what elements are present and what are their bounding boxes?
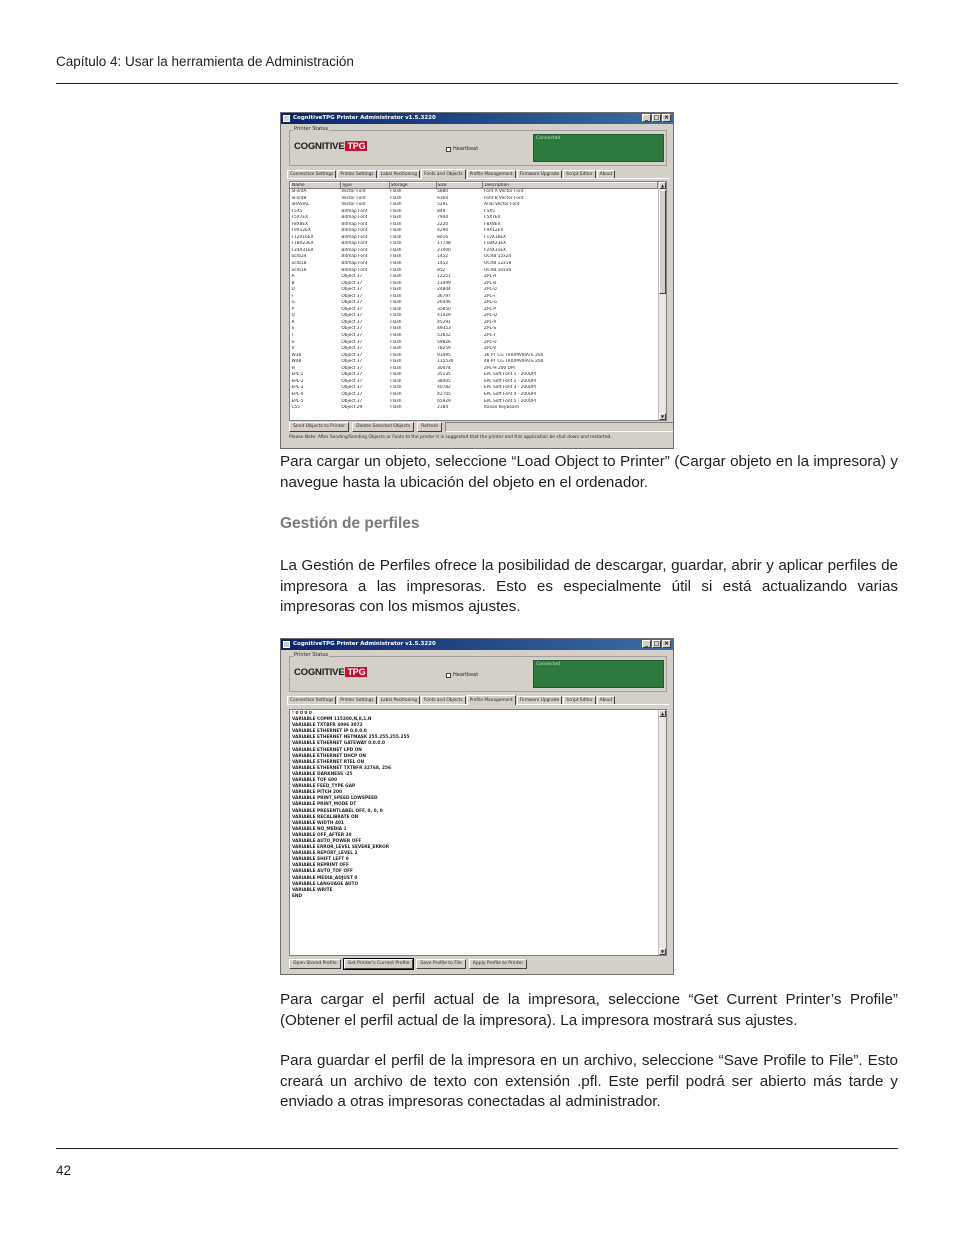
- tab-firmware-upgrade[interactable]: Firmware Upgrade: [517, 170, 562, 178]
- table-cell: OCRB 15x24: [483, 254, 512, 260]
- connection-status-panel: Connected: [533, 134, 664, 162]
- tab-label-positioning[interactable]: Label Positioning: [378, 696, 420, 704]
- table-cell: F8X8EX: [291, 221, 309, 227]
- scroll-thumb[interactable]: [659, 190, 666, 294]
- table-cell: Flash: [390, 339, 402, 345]
- table-cell: 1452: [437, 254, 449, 260]
- table-cell: Font B Vector Font: [483, 195, 524, 201]
- cognitivetpg-logo: COGNITIVE TPG: [294, 667, 366, 678]
- profile-line: VARIABLE PRINT_SPEED LOWSPEED: [292, 796, 378, 802]
- close-icon[interactable]: ×: [663, 114, 670, 121]
- profile-scrollbar[interactable]: [658, 710, 666, 955]
- maximize-icon[interactable]: □: [653, 114, 660, 121]
- close-icon[interactable]: ×: [663, 640, 670, 647]
- table-cell: Flash: [390, 241, 402, 247]
- header-rule: [56, 83, 898, 84]
- profile-line: VARIABLE FEED_TYPE GAP: [292, 784, 356, 790]
- column-header[interactable]: Description: [483, 183, 658, 189]
- table-cell: Flash: [390, 202, 402, 208]
- tab-profile-management[interactable]: Profile Management: [467, 170, 516, 178]
- table-cell: Flash: [390, 313, 402, 319]
- scroll-down-icon[interactable]: ▼: [660, 949, 665, 954]
- table-cell: W36: [291, 352, 302, 358]
- profile-line: END: [292, 893, 303, 899]
- table-cell: 78259: [437, 346, 451, 352]
- table-cell: 6364: [437, 195, 449, 201]
- tab-printer-settings[interactable]: Printer Settings: [337, 696, 376, 704]
- tab-label-positioning[interactable]: Label Positioning: [378, 170, 420, 178]
- profile-line: VARIABLE TXTBFR 4096 3072: [292, 723, 363, 729]
- save-profile-button[interactable]: Save Profile to File: [416, 959, 465, 969]
- table-cell: Object 37: [341, 326, 363, 332]
- table-cell: 38405: [437, 378, 451, 384]
- profile-line: VARIABLE ETHERNET LPD ON: [292, 747, 362, 753]
- table-cell: 5880: [437, 189, 449, 194]
- table-cell: Arial Vector Font: [483, 202, 520, 208]
- table-cell: Flash: [390, 234, 402, 240]
- table-cell: 42705: [437, 391, 451, 397]
- table-cell: aFontB: [291, 195, 307, 201]
- table-cell: Vector Font: [341, 189, 366, 194]
- paragraph-get-profile: Para cargar el perfil actual de la impresora, seleccione “Get Current Printer’s Profile” (Obtener el perfil actual de la impresora). La impresora mostrará sus ajustes.: [280, 991, 898, 1029]
- table-cell: ZPL-S: [483, 326, 497, 332]
- profile-line: VARIABLE OFF_AFTER 30: [292, 832, 352, 838]
- table-cell: Object 37: [341, 280, 363, 286]
- table-cell: ZPL-U: [483, 339, 497, 345]
- table-cell: 17748: [437, 241, 451, 247]
- table-cell: Flash: [390, 405, 402, 411]
- table-cell: Flash: [390, 221, 402, 227]
- table-cell: 852: [437, 267, 446, 273]
- profile-line: VARIABLE ETHERNET TXTBFR 32768, 256: [292, 765, 391, 771]
- scroll-up-icon[interactable]: ▲: [660, 711, 665, 716]
- tab-script-editor[interactable]: Script Editor: [563, 170, 596, 178]
- table-cell: 24844: [437, 287, 451, 293]
- table-cell: Object 37: [341, 352, 363, 358]
- table-cell: 2184: [437, 405, 449, 411]
- table-cell: P: [291, 306, 295, 312]
- table-cell: 49353: [437, 326, 451, 332]
- table-cell: Flash: [390, 293, 402, 299]
- table-cell: Bitmap Font: [341, 228, 368, 234]
- table-cell: Object 37: [341, 372, 363, 378]
- table-cell: 13499: [437, 280, 451, 286]
- table-cell: ocrb24: [291, 254, 307, 260]
- chapter-header: Capítulo 4: Usar la herramienta de Administración: [56, 54, 354, 69]
- table-cell: EPL-2: [291, 378, 304, 384]
- profile-line: VARIABLE ERROR_LEVEL SEVERE_ERROR: [292, 845, 390, 851]
- table-cell: ocrb18: [291, 261, 307, 267]
- table-cell: F12X16EX: [483, 234, 506, 240]
- table-cell: Flash: [390, 346, 402, 352]
- table-cell: Flash: [390, 195, 402, 201]
- checkbox-icon[interactable]: [446, 147, 451, 152]
- table-cell: 65929: [437, 398, 451, 404]
- table-cell: 36797: [437, 293, 451, 299]
- profile-button-row: [289, 959, 527, 969]
- table-cell: Flash: [390, 215, 402, 221]
- window-title: CognitiveTPG Printer Administrator v1.5.3220: [293, 641, 436, 647]
- minimize-icon[interactable]: _: [642, 640, 651, 648]
- table-cell: Flash: [390, 333, 402, 339]
- profile-line: VARIABLE SHIFT LEFT 0: [292, 857, 349, 863]
- table-cell: Flash: [390, 280, 402, 286]
- table-cell: S: [291, 326, 295, 332]
- table-cell: B: [291, 280, 295, 286]
- scroll-down-icon[interactable]: ▼: [660, 414, 665, 419]
- profile-text: [292, 711, 656, 955]
- table-cell: Bitmap Font: [341, 247, 368, 253]
- table-cell: F24X31EX: [483, 247, 506, 253]
- refresh-button[interactable]: Refresh: [417, 422, 442, 432]
- table-cell: Bitmap Font: [341, 215, 368, 221]
- heartbeat-checkbox[interactable]: Heartbeat: [446, 146, 478, 152]
- table-cell: EPL-3: [291, 385, 304, 391]
- table-cell: ZPL-V: [483, 346, 497, 352]
- profile-line: VARIABLE AUTO_POWER OFF: [292, 838, 362, 844]
- table-row[interactable]: [291, 189, 658, 196]
- paragraph-load-object: Para cargar un objeto, seleccione “Load Object to Printer” (Cargar objeto en la impresora) y navegue hasta la ubicación del objeto en el ordenador.: [280, 453, 898, 491]
- profile-line: VARIABLE PITCH 200: [292, 790, 342, 796]
- profile-line: VARIABLE ETHERNET NETMASK 255.255.255.255: [292, 735, 410, 741]
- tab-strip: [287, 169, 669, 179]
- tab-fonts-and-objects[interactable]: Fonts and Objects: [421, 169, 466, 179]
- table-cell: 5291: [437, 202, 449, 208]
- title-bar: [281, 639, 673, 650]
- open-stored-profile-button[interactable]: Open Stored Profile: [289, 959, 341, 969]
- table-cell: Flash: [390, 326, 402, 332]
- table-cell: F24X31EX: [291, 247, 314, 253]
- table-cell: Bitmap Font: [341, 208, 368, 214]
- restart-note: Please Note: After Sending/Sending Objects or Fonts to the printer it is suggested that the printer and this application be shut down and restarted.: [289, 435, 612, 440]
- column-header[interactable]: Name: [291, 183, 341, 189]
- table-cell: U: [291, 339, 295, 345]
- table-cell: ZPL-A: [483, 274, 497, 280]
- table-cell: 27000: [437, 247, 451, 253]
- table-cell: F9X12EX: [291, 228, 311, 234]
- objects-table: [290, 182, 658, 412]
- table-cell: ZPL-F: [483, 293, 496, 299]
- table-cell: F18X23EX: [483, 241, 506, 247]
- checkbox-icon[interactable]: [446, 673, 451, 678]
- get-current-profile-button[interactable]: Get Printer's Current Profile: [344, 959, 414, 969]
- table-cell: 4290: [437, 228, 449, 234]
- profile-line: VARIABLE TOF 600: [292, 778, 338, 784]
- table-cell: W48: [291, 359, 302, 365]
- table-cell: 2220: [437, 221, 449, 227]
- table-cell: ZPL-R: [483, 319, 497, 325]
- fonts-objects-window: [280, 112, 674, 449]
- profile-line: VARIABLE ETHERNET IP 0.0.0.0: [292, 729, 367, 735]
- table-cell: Flash: [390, 359, 402, 365]
- profile-line: ! 0 0 0 0: [292, 711, 312, 716]
- table-cell: 40782: [437, 385, 451, 391]
- table-cell: Object 37: [341, 346, 363, 352]
- table-cell: G: [291, 300, 295, 306]
- profile-management-window: [280, 638, 674, 975]
- table-cell: F5X7EX: [291, 215, 309, 221]
- table-cell: Flash: [390, 208, 402, 214]
- table-cell: F9X12EX: [483, 228, 504, 234]
- table-cell: ZPL-T: [483, 333, 496, 339]
- table-cell: 53652: [437, 333, 451, 339]
- table-cell: Flash: [390, 261, 402, 267]
- connection-status-panel: Connected: [533, 660, 664, 688]
- cognitivetpg-logo: COGNITIVE TPG: [294, 141, 366, 152]
- table-cell: 41429: [437, 313, 451, 319]
- table-cell: Flash: [390, 372, 402, 378]
- apply-profile-button[interactable]: Apply Profile to Printer: [469, 959, 527, 969]
- table-cell: EPL Soft Font 4 - 200DPI: [483, 391, 537, 397]
- table-cell: Object 37: [341, 339, 363, 345]
- table-cell: Object 37: [341, 359, 363, 365]
- table-cell: Flash: [390, 319, 402, 325]
- table-cell: 30474: [437, 365, 451, 371]
- table-cell: ZPL-P: [483, 306, 496, 312]
- title-bar: [281, 113, 673, 124]
- table-cell: 1452: [437, 261, 449, 267]
- minimize-icon[interactable]: _: [642, 114, 651, 122]
- table-cell: 93495: [437, 352, 451, 358]
- table-cell: Object 37: [341, 398, 363, 404]
- table-cell: 45291: [437, 319, 451, 325]
- table-cell: Flash: [390, 274, 402, 280]
- profile-line: VARIABLE NO_MEDIA 1: [292, 826, 347, 832]
- table-cell: Vector Font: [341, 195, 366, 201]
- column-header[interactable]: Size: [436, 183, 483, 189]
- table-cell: Flash: [390, 391, 402, 397]
- profile-line: VARIABLE AUTO_TOF OFF: [292, 869, 353, 875]
- table-cell: Object 37: [341, 319, 363, 325]
- table-cell: 26446: [437, 300, 451, 306]
- table-cell: 115530: [437, 359, 454, 365]
- table-cell: Bitmap Font: [341, 267, 368, 273]
- page-number: 42: [56, 1163, 72, 1178]
- paragraph-profile-management: La Gestión de Perfiles ofrece la posibilidad de descargar, guardar, abrir y aplicar perfiles de impresora a las impresoras. Esto es especialmente útil si está actualizando varias impresoras con los mismos ajustes.: [280, 557, 898, 615]
- table-cell: 36 PT CG TRIUMVIRATE 200: [483, 352, 544, 358]
- table-cell: D: [291, 287, 295, 293]
- table-cell: Object 37: [341, 306, 363, 312]
- table-cell: T: [291, 333, 295, 339]
- column-header[interactable]: Storage: [389, 183, 436, 189]
- maximize-icon[interactable]: □: [653, 640, 660, 647]
- table-cell: Bitmap Font: [341, 221, 368, 227]
- table-cell: aRASIAL: [291, 202, 310, 208]
- table-cell: Object 37: [341, 365, 363, 371]
- table-cell: 8016: [437, 234, 449, 240]
- table-cell: EPL Soft Font 2 - 200DPI: [483, 378, 537, 384]
- table-cell: Vector Font: [341, 202, 366, 208]
- column-header[interactable]: Type: [340, 183, 389, 189]
- app-icon: [283, 641, 290, 648]
- table-cell: 35135: [437, 372, 451, 378]
- profile-line: VARIABLE ETHERNET DHCP ON: [292, 753, 366, 759]
- tab-printer-settings[interactable]: Printer Settings: [337, 170, 376, 178]
- table-cell: F5X5: [483, 208, 495, 214]
- table-cell: Flash: [390, 267, 402, 273]
- table-cell: EPL-5: [291, 398, 304, 404]
- tab-about[interactable]: About: [597, 170, 616, 178]
- table-cell: V: [291, 346, 295, 352]
- table-cell: 7944: [437, 215, 449, 221]
- tab-firmware-upgrade[interactable]: Firmware Upgrade: [517, 696, 562, 704]
- profile-line: VARIABLE MEDIA_ADJUST 0: [292, 875, 358, 881]
- tab-fonts-and-objects[interactable]: Fonts and Objects: [421, 696, 466, 704]
- table-cell: Q: [291, 313, 295, 319]
- table-cell: Object 37: [341, 287, 363, 293]
- profile-line: VARIABLE ETHERNET GATEWAY 0.0.0.0: [292, 741, 386, 747]
- objects-scrollbar[interactable]: [658, 182, 666, 420]
- profile-line: VARIABLE REPRINT OFF: [292, 863, 349, 869]
- table-cell: F5X5: [291, 208, 303, 214]
- table-cell: F8X8EX: [483, 221, 501, 227]
- table-cell: EPL Soft Font 1 - 200DPI: [483, 372, 537, 378]
- table-cell: Flash: [390, 352, 402, 358]
- table-cell: Flash: [390, 228, 402, 234]
- table-cell: Object 37: [341, 300, 363, 306]
- window-title: CognitiveTPG Printer Administrator v1.5.3220: [293, 115, 436, 121]
- table-cell: Flash: [390, 287, 402, 293]
- table-cell: A: [291, 274, 295, 280]
- table-cell: 59826: [437, 339, 451, 345]
- table-cell: Bitmap Font: [341, 261, 368, 267]
- objects-button-row: [289, 422, 674, 432]
- profile-line: VARIABLE PRINT_MODE DT: [292, 802, 357, 808]
- send-objects-button[interactable]: Send Objects to Printer: [289, 422, 349, 432]
- footer-rule: [56, 1148, 898, 1149]
- profile-line: VARIABLE PRESENTLABEL OFF, 0, 0, 0: [292, 808, 383, 814]
- table-cell: EPL-1: [291, 372, 304, 378]
- table-cell: Object 37: [341, 385, 363, 391]
- table-cell: 12251: [437, 274, 451, 280]
- table-cell: F12X16EX: [291, 234, 314, 240]
- table-cell: Italian Keyboard: [483, 405, 519, 411]
- table-cell: 48 PT CG TRIUMVIRATE 200: [483, 359, 544, 365]
- table-cell: Object 37: [341, 293, 363, 299]
- scroll-up-icon[interactable]: ▲: [660, 183, 665, 188]
- table-cell: Bitmap Font: [341, 234, 368, 240]
- table-cell: OCRB 12x18: [483, 261, 512, 267]
- table-cell: F18X23EX: [291, 241, 314, 247]
- tab-connection-settings[interactable]: Connection Settings: [287, 696, 336, 704]
- table-cell: 849: [437, 208, 446, 214]
- table-cell: Bitmap Font: [341, 254, 368, 260]
- profile-line: VARIABLE ETHERNET RTEL ON: [292, 759, 365, 765]
- table-cell: Flash: [390, 300, 402, 306]
- table-cell: Object 37: [341, 378, 363, 384]
- table-cell: F: [291, 293, 294, 299]
- status-field: [445, 422, 674, 432]
- table-cell: Flash: [390, 247, 402, 253]
- table-cell: Object 37: [341, 333, 363, 339]
- table-cell: ZPL-B: [483, 280, 497, 286]
- table-cell: EPL Soft Font 3 - 200DPI: [483, 385, 537, 391]
- tab-script-editor[interactable]: Script Editor: [563, 696, 596, 704]
- printer-status-legend: Printer Status: [294, 126, 329, 132]
- table-cell: Flash: [390, 306, 402, 312]
- tab-connection-settings[interactable]: Connection Settings: [287, 170, 336, 178]
- table-row[interactable]: [291, 405, 658, 412]
- table-cell: Object 37: [341, 313, 363, 319]
- table-cell: Flash: [390, 378, 402, 384]
- paragraph-save-profile: Para guardar el perfil de la impresora en un archivo, seleccione “Save Profile to File”. Esto creará un archivo de texto con extensión .pfl. Este perfil podrá ser abierto más tarde y enviado a otras impresoras conectadas al administrador.: [280, 1052, 898, 1110]
- table-cell: Flash: [390, 385, 402, 391]
- profile-line: VARIABLE DARKNESS -25: [292, 771, 353, 777]
- heartbeat-checkbox[interactable]: Heartbeat: [446, 672, 478, 678]
- printer-status-group: [289, 652, 667, 692]
- table-cell: Object 37: [341, 391, 363, 397]
- objects-list[interactable]: [289, 181, 667, 421]
- table-cell: Object 37: [341, 274, 363, 280]
- table-cell: Flash: [390, 254, 402, 260]
- profile-line: VARIABLE WIDTH 401: [292, 820, 344, 826]
- table-cell: Flash: [390, 398, 402, 404]
- table-cell: ZPL-G: [483, 300, 497, 306]
- table-cell: ZPL-H 200 DPI: [483, 365, 515, 371]
- profile-line: VARIABLE LANGUAGE AUTO: [292, 881, 359, 887]
- table-cell: ZPL-Q: [483, 313, 497, 319]
- profile-line: VARIABLE COMM 115200,N,8,1,N: [292, 717, 372, 723]
- table-cell: F5X7EX: [483, 215, 501, 221]
- printer-status-legend: Printer Status: [294, 652, 329, 658]
- table-cell: R: [291, 319, 295, 325]
- profile-line: VARIABLE RECALIBRATE ON: [292, 814, 359, 820]
- table-cell: 35850: [437, 306, 451, 312]
- table-cell: Flash: [390, 365, 402, 371]
- section-heading: Gestión de perfiles: [280, 515, 420, 532]
- table-cell: Object 29: [341, 405, 363, 411]
- table-cell: H: [291, 365, 295, 371]
- app-icon: [283, 115, 290, 122]
- table-cell: ZPL-D: [483, 287, 497, 293]
- table-cell: C55: [291, 405, 300, 411]
- table-cell: Flash: [390, 189, 402, 194]
- printer-status-group: [289, 126, 667, 166]
- table-cell: Bitmap Font: [341, 241, 368, 247]
- profile-line: VARIABLE WRITE: [292, 887, 333, 893]
- table-cell: Font A Vector Font: [483, 189, 524, 194]
- table-cell: EPL-4: [291, 391, 304, 397]
- table-cell: OCRB 10x16: [483, 267, 512, 273]
- tab-about[interactable]: About: [597, 696, 616, 704]
- delete-objects-button[interactable]: Delete Selected Objects: [352, 422, 414, 432]
- tab-profile-management[interactable]: Profile Management: [467, 695, 516, 705]
- profile-line: VARIABLE REPORT_LEVEL 2: [292, 851, 358, 857]
- profile-text-area[interactable]: [289, 709, 667, 956]
- table-cell: EPL Soft Font 5 - 200DPI: [483, 398, 537, 404]
- table-cell: ocrb16: [291, 267, 307, 273]
- table-cell: aFontA: [291, 189, 307, 194]
- tab-strip: [287, 695, 669, 705]
